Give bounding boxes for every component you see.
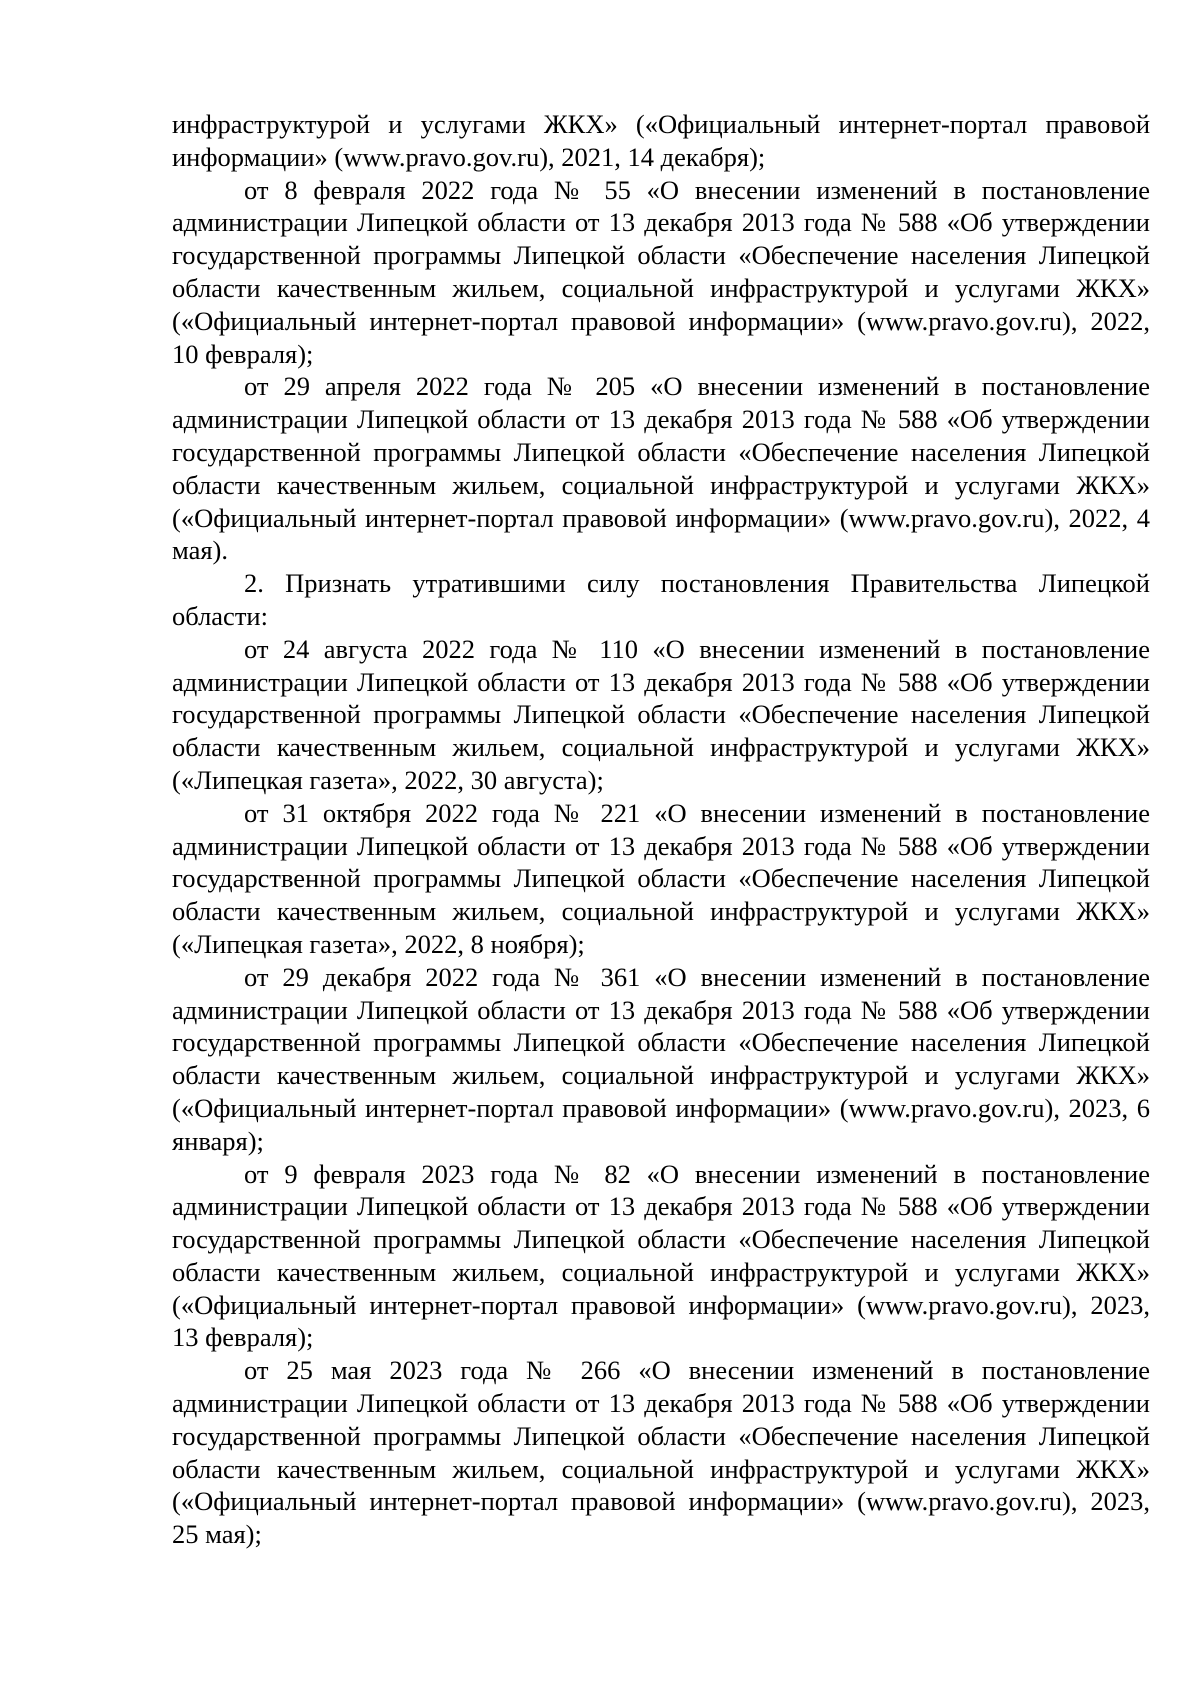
paragraph-decree-2022-110: от 24 августа 2022 года № 110 «О внесении изменений в постановление администрации Липецкой области от 13 декабря 2013 года № 588 «Об утверждении государственной программы Липецкой области «Обеспечение населения Липецкой области качественным жильем, социальной инфраструктурой и услугами ЖКХ» («Липецкая газета», 2022, 30 августа); [172, 633, 1150, 795]
paragraph-decree-2022-221: от 31 октября 2022 года № 221 «О внесении изменений в постановление администрации Липецкой области от 13 декабря 2013 года № 588 «Об утверждении государственной программы Липецкой области «Обеспечение населения Липецкой области качественным жильем, социальной инфраструктурой и услугами ЖКХ» («Липецкая газета», 2022, 8 ноября); [172, 797, 1150, 959]
paragraph-decree-2022-361: от 29 декабря 2022 года № 361 «О внесении изменений в постановление администрации Липецкой области от 13 декабря 2013 года № 588 «Об утверждении государственной программы Липецкой области «Обеспечение населения Липецкой области качественным жильем, социальной инфраструктурой и услугами ЖКХ» («Официальный интернет-портал правовой информации» (www.pravo.gov.ru), 2023, 6 января); [172, 961, 1150, 1156]
paragraph-decree-2023-266: от 25 мая 2023 года № 266 «О внесении изменений в постановление администрации Липецкой области от 13 декабря 2013 года № 588 «Об утверждении государственной программы Липецкой области «Обеспечение населения Липецкой области качественным жильем, социальной инфраструктурой и услугами ЖКХ» («Официальный интернет-портал правовой информации» (www.pravo.gov.ru), 2023, 25 мая); [172, 1355, 1150, 1550]
document-page [172, 108, 1150, 1551]
paragraph-item-2-heading: 2. Признать утратившими силу постановления Правительства Липецкой области: [172, 568, 1150, 631]
paragraph-decree-2022-205: от 29 апреля 2022 года № 205 «О внесении изменений в постановление администрации Липецкой области от 13 декабря 2013 года № 588 «Об утверждении государственной программы Липецкой области «Обеспечение населения Липецкой области качественным жильем, социальной инфраструктурой и услугами ЖКХ» («Официальный интернет-портал правовой информации» (www.pravo.gov.ru), 2022, 4 мая). [172, 371, 1150, 566]
paragraph-decree-2022-55: от 8 февраля 2022 года № 55 «О внесении изменений в постановление администрации Липецкой области от 13 декабря 2013 года № 588 «Об утверждении государственной программы Липецкой области «Обеспечение населения Липецкой области качественным жильем, социальной инфраструктурой и услугами ЖКХ» («Официальный интернет-портал правовой информации» (www.pravo.gov.ru), 2022, 10 февраля); [172, 174, 1150, 369]
paragraph-decree-2023-82: от 9 февраля 2023 года № 82 «О внесении изменений в постановление администрации Липецкой области от 13 декабря 2013 года № 588 «Об утверждении государственной программы Липецкой области «Обеспечение населения Липецкой области качественным жильем, социальной инфраструктурой и услугами ЖКХ» («Официальный интернет-портал правовой информации» (www.pravo.gov.ru), 2023, 13 февраля); [172, 1158, 1150, 1353]
paragraph-continuation: инфраструктурой и услугами ЖКХ» («Официальный интернет-портал правовой информации» (www.pravo.gov.ru), 2021, 14 декабря); [172, 109, 1150, 172]
